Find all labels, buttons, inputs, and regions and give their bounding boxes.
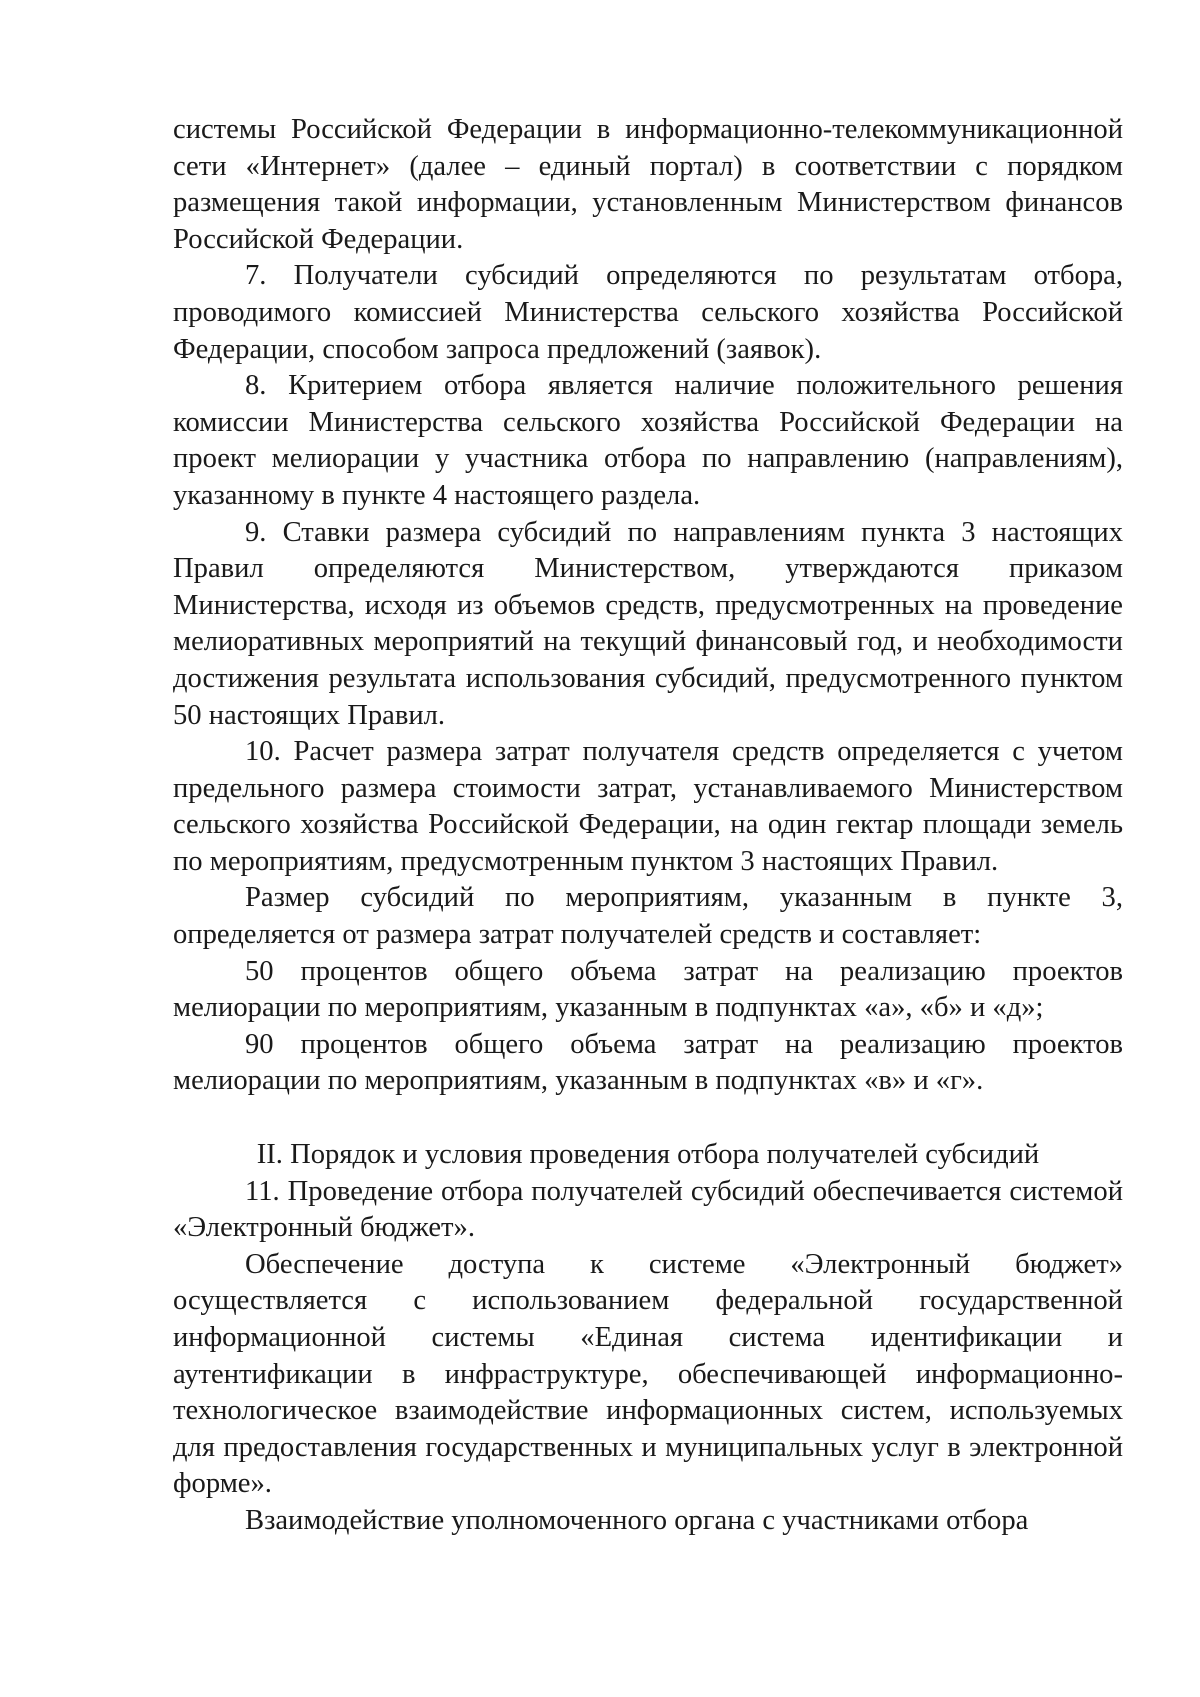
- document-body: [173, 112, 1123, 1540]
- paragraph-continuation: системы Российской Федерации в информационно-телекоммуникационной сети «Интернет» (далее – единый портал) в соответствии с порядком размещения такой информации, установленным Министерством финансов Российской Федерации.: [173, 114, 1123, 255]
- paragraph-11-interaction: Взаимодействие уполномоченного органа с участниками отбора: [245, 1504, 1029, 1536]
- paragraph-11: 11. Проведение отбора получателей субсидий обеспечивается системой «Электронный бюджет».: [173, 1175, 1123, 1244]
- paragraph-7: 7. Получатели субсидий определяются по результатам отбора, проводимого комиссией Министерства сельского хозяйства Российской Федерации, способом запроса предложений (заявок).: [173, 260, 1123, 365]
- paragraph-9: 9. Ставки размера субсидий по направлениям пункта 3 настоящих Правил определяются Министерством, утверждаются приказом Министерства, исходя из объемов средств, предусмотренных на проведение мелиоративных мероприятий на текущий финансовый год, и необходимости достижения результата использования субсидий, предусмотренного пунктом 50 настоящих Правил.: [173, 516, 1123, 731]
- paragraph-11-access: Обеспечение доступа к системе «Электронный бюджет» осуществляется с использованием федеральной государственной информационной системы «Единая система идентификации и аутентификации в инфраструктуре, обеспечивающей информационно-технологическое взаимодействие информационных систем, используемых для предоставления государственных и муниципальных услуг в электронной форме».: [173, 1248, 1123, 1500]
- paragraph-10-subsidy-size: Размер субсидий по мероприятиям, указанным в пункте 3, определяется от размера затрат получателей средств и составляет:: [173, 882, 1123, 951]
- paragraph-10-ninety-percent: 90 процентов общего объема затрат на реализацию проектов мелиорации по мероприятиям, указанным в подпунктах «в» и «г».: [173, 1028, 1123, 1097]
- paragraph-8: 8. Критерием отбора является наличие положительного решения комиссии Министерства сельского хозяйства Российской Федерации на проект мелиорации у участника отбора по направлению (направлениям), указанному в пункте 4 настоящего раздела.: [173, 370, 1123, 511]
- paragraph-10: 10. Расчет размера затрат получателя средств определяется с учетом предельного размера стоимости затрат, устанавливаемого Министерством сельского хозяйства Российской Федерации, на один гектар площади земель по мероприятиям, предусмотренным пунктом 3 настоящих Правил.: [173, 736, 1123, 877]
- paragraph-10-fifty-percent: 50 процентов общего объема затрат на реализацию проектов мелиорации по мероприятиям, указанным в подпунктах «а», «б» и «д»;: [173, 955, 1123, 1024]
- section-heading: II. Порядок и условия проведения отбора получателей субсидий: [256, 1139, 1040, 1171]
